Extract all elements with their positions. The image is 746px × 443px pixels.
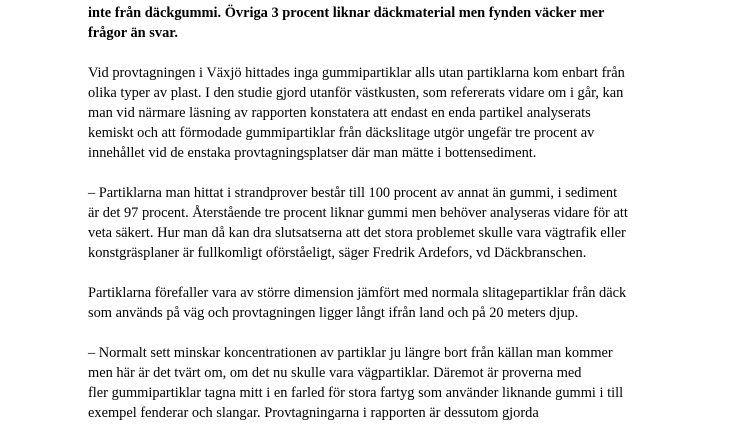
text-line: olika typer av plast. I den studie gjord utanför västkusten, som refererats vidare om i går, kan xyxy=(88,85,624,101)
body-paragraph-1 xyxy=(88,63,728,163)
body-paragraph-4 xyxy=(88,343,728,423)
body-paragraph-3 xyxy=(88,283,728,323)
text-line: fler gummipartiklar tagna mitt i en farled för stora fartyg som använder liknande gummi i till xyxy=(88,385,624,401)
text-line: – Normalt sett minskar koncentrationen av partiklar ju längre bort från källan man kommer xyxy=(88,345,613,361)
text-line: Vid provtagningen i Växjö hittades inga gummipartiklar alls utan partiklarna kom enbart från xyxy=(88,65,625,81)
text-line: man vid närmare läsning av rapporten konstatera att endast en enda partikel analyserats xyxy=(88,105,591,121)
text-line: veta säkert. Hur man då kan dra slutsatserna att det stora problemet skulle vara vägtrafik eller xyxy=(88,225,626,241)
text-line: inte från däckgummi. Övriga 3 procent liknar däckmaterial men fynden väcker mer xyxy=(88,5,605,21)
document-body xyxy=(88,0,728,443)
text-line: konstgräsplaner är fullkomligt oförståeligt, säger Fredrik Ardefors, vd Däckbranschen. xyxy=(88,245,587,261)
text-line: exempel fenderar och slangar. Provtagningarna i rapporten är dessutom gjorda xyxy=(88,405,539,421)
text-line: kemiskt och att förmodade gummipartiklar från däckslitage utgör ungefär tre procent av xyxy=(88,125,595,141)
text-line: frågor än svar. xyxy=(88,25,178,41)
text-line: som används på väg och provtagningen ligger långt ifrån land och på 20 meters djup. xyxy=(88,305,579,321)
text-line: är det 97 procent. Återstående tre procent liknar gummi men behöver analyseras vidare för att xyxy=(88,205,628,221)
lead-paragraph xyxy=(88,0,728,43)
text-line: – Partiklarna man hittat i strandprover består till 100 procent av annat än gummi, i sediment xyxy=(88,185,618,201)
text-line: Partiklarna förefaller vara av större dimension jämfört med normala slitagepartiklar från däck xyxy=(88,285,627,301)
body-paragraph-2 xyxy=(88,183,728,263)
text-line: innehållet vid de enstaka provtagningsplatser där man mätte i bottensediment. xyxy=(88,145,537,161)
text-line: men här är det tvärt om, om det nu skulle vara vägpartiklar. Däremot är proverna med xyxy=(88,365,582,381)
